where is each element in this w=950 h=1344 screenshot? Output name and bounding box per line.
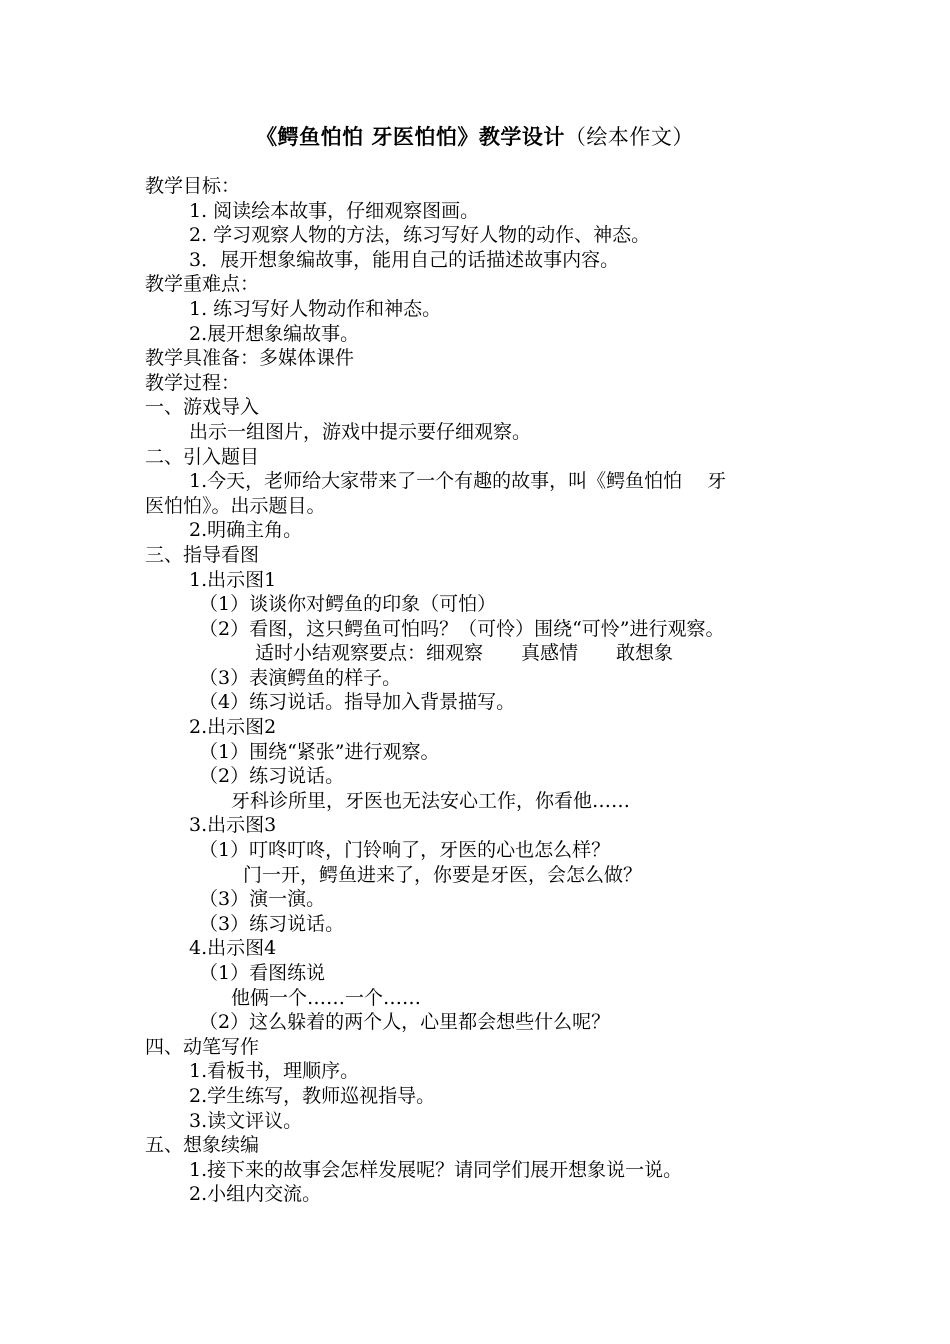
text-line: 教学重难点： (145, 273, 260, 296)
text-line: 教学目标： (145, 175, 241, 197)
text-line: 二、引入题目 (145, 445, 260, 468)
text-line: 2.学生练写，教师巡视指导。 (189, 1084, 436, 1107)
text-line: 2.展开想象编故事。 (189, 322, 360, 345)
text-line: （2）这么躲着的两个人，心里都会想些什么呢？ (199, 1011, 611, 1034)
text-line: （3）表演鳄鱼的样子。 (199, 666, 402, 689)
text-line: 教学具准备：多媒体课件 (145, 347, 355, 370)
text-line: 一、游戏导入 (145, 396, 260, 419)
text-line: 1. 阅读绘本故事，仔细观察图画。 (189, 199, 480, 222)
text-line: 出示一组图片，游戏中提示要仔细观察。 (189, 420, 532, 443)
text-line: 3.读文评议。 (189, 1109, 303, 1132)
text-line: （1）谈谈你对鳄鱼的印象（可怕） (199, 593, 497, 616)
text-line: 1.出示图1 (189, 568, 277, 591)
text-line: 他俩一个……一个…… (231, 986, 422, 1009)
text-line: 1.接下来的故事会怎样发展呢？请同学们展开想象说一说。 (189, 1158, 683, 1181)
text-line: 1.看板书，理顺序。 (189, 1060, 360, 1083)
text-line: （1）叮咚叮咚，门铃响了，牙医的心也怎么样？ (199, 839, 611, 862)
text-line: （1）围绕“紧张”进行观察。 (199, 740, 440, 763)
text-line: 适时小结观察要点：细观察 真感情 敢想象 (255, 642, 674, 665)
text-line: 门一开，鳄鱼进来了，你要是牙医，会怎么做？ (243, 863, 643, 886)
text-line: 四、动笔写作 (145, 1035, 260, 1058)
text-line: 2. 学习观察人物的方法，练习写好人物的动作、神态。 (189, 224, 651, 247)
text-line: 2.明确主角。 (189, 519, 303, 542)
text-line: 1. 练习写好人物动作和神态。 (189, 297, 442, 320)
text-line: 2.出示图2 (189, 716, 277, 739)
text-line: 五、想象续编 (145, 1134, 260, 1157)
document-title (0, 121, 950, 151)
text-line: 2.小组内交流。 (189, 1183, 322, 1206)
text-line: 4.出示图4 (189, 937, 277, 960)
text-line: 教学过程： (145, 371, 241, 394)
text-line: （2）看图，这只鳄鱼可怕吗？（可怜）围绕“可怜”进行观察。 (199, 617, 725, 640)
text-line: 1.今天，老师给大家带来了一个有趣的故事，叫《鳄鱼怕怕 牙 (189, 470, 727, 493)
text-line: （1）看图练说 (199, 962, 326, 984)
text-line: 三、指导看图 (145, 543, 260, 566)
text-line: 3.出示图3 (189, 814, 277, 837)
text-line: （3）练习说话。 (199, 912, 345, 935)
text-line: 3．展开想象编故事，能用自己的话描述故事内容。 (189, 248, 620, 271)
text-line: 医怕怕》。出示题目。 (145, 494, 326, 517)
title-main: 《鳄鱼怕怕 牙医怕怕》教学设计 (256, 125, 565, 149)
text-line: （3）演一演。 (199, 888, 326, 911)
document-body (145, 174, 815, 1207)
text-line: 牙科诊所里，牙医也无法安心工作，你看他…… (231, 789, 631, 812)
title-subtitle: （绘本作文） (564, 125, 694, 149)
text-line: （4）练习说话。指导加入背景描写。 (199, 691, 516, 714)
text-line: （2）练习说话。 (199, 765, 345, 788)
